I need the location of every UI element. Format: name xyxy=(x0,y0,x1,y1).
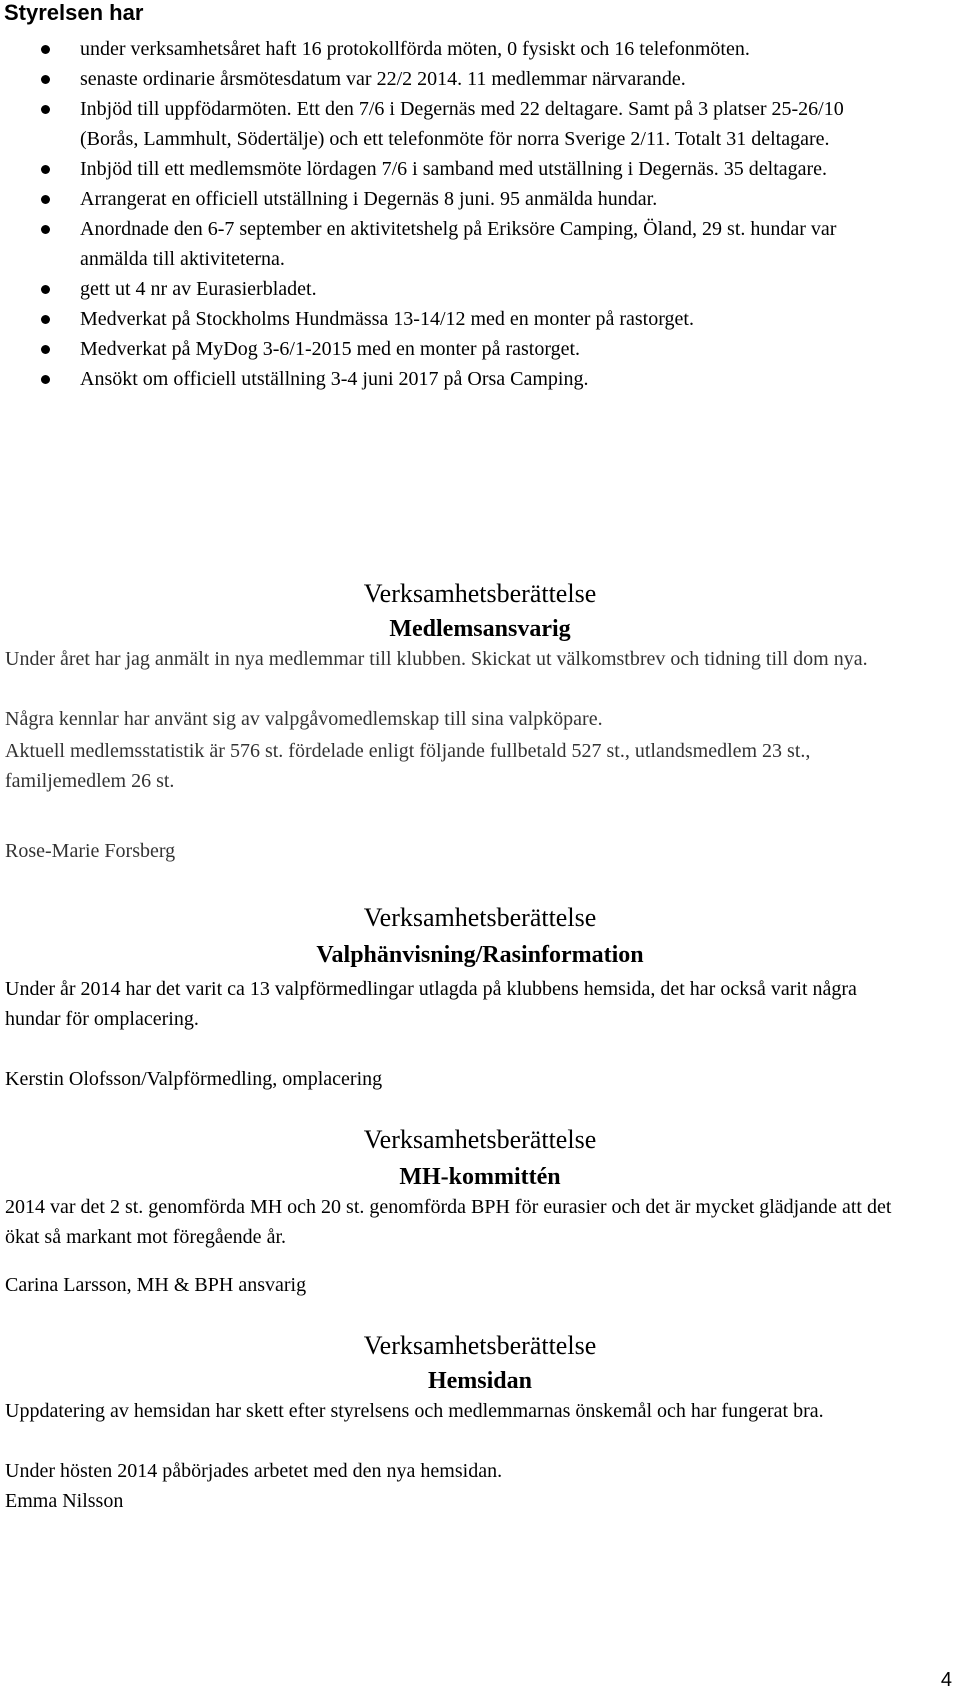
web-section-subtitle: Hemsidan xyxy=(427,1368,532,1394)
list-item: Anordnade den 6-7 september en aktivitetshelg på Eriksöre Camping, Öland, 29 st. hundar var anmälda till aktiviteterna. xyxy=(0,214,900,274)
list-item: Ansökt om officiell utställning 3-4 juni 2017 på Orsa Camping. xyxy=(0,364,900,394)
list-item: Medverkat på MyDog 3-6/1-2015 med en monter på rastorget. xyxy=(0,334,900,364)
members-section-title: Verksamhetsberättelse xyxy=(363,579,597,608)
page-number: 4 xyxy=(940,1669,952,1691)
web-paragraph-2: Under hösten 2014 påbörjades arbetet med den nya hemsidan. xyxy=(5,1460,503,1482)
board-heading: Styrelsen har xyxy=(4,0,144,25)
members-paragraph-3: Aktuell medlemsstatistik är 576 st. fördelade enligt följande fullbetald 527 st., utlandsmedlem 23 st., familjemedlem 26 st. xyxy=(5,740,811,792)
mh-paragraph: 2014 var det 2 st. genomförda MH och 20 st. genomförda BPH för eurasier och det är mycket glädjande att det ökat så markant mot föregående år. xyxy=(5,1196,892,1248)
list-item: gett ut 4 nr av Eurasierbladet. xyxy=(0,274,900,304)
puppy-paragraph: Under år 2014 har det varit ca 13 valpförmedlingar utlagda på klubbens hemsida, det har också varit några hundar för omplacering. xyxy=(5,978,857,1030)
mh-section-subtitle: MH-kommittén xyxy=(399,1164,561,1190)
mh-section-title: Verksamhetsberättelse xyxy=(363,1125,597,1154)
list-item: under verksamhetsåret haft 16 protokollförda möten, 0 fysiskt och 16 telefonmöten. xyxy=(0,34,900,64)
web-section-title: Verksamhetsberättelse xyxy=(363,1331,597,1360)
list-item: Inbjöd till uppfödarmöten. Ett den 7/6 i Degernäs med 22 deltagare. Samt på 3 platser 25-26/10 (Borås, Lammhult, Södertälje) och ett telefonmöte för norra Sverige 2/11. Totalt 31 deltagare. xyxy=(0,94,900,154)
list-item: Arrangerat en officiell utställning i Degernäs 8 juni. 95 anmälda hundar. xyxy=(0,184,900,214)
board-activity-list xyxy=(0,34,900,394)
puppy-signature: Kerstin Olofsson/Valpförmedling, omplacering xyxy=(5,1068,383,1090)
members-paragraph-2: Några kennlar har använt sig av valpgåvomedlemskap till sina valpköpare. xyxy=(5,708,603,730)
mh-signature: Carina Larsson, MH & BPH ansvarig xyxy=(5,1274,307,1296)
list-item: Inbjöd till ett medlemsmöte lördagen 7/6 i samband med utställning i Degernäs. 35 deltagare. xyxy=(0,154,900,184)
list-item: Medverkat på Stockholms Hundmässa 13-14/12 med en monter på rastorget. xyxy=(0,304,900,334)
web-signature: Emma Nilsson xyxy=(5,1490,124,1512)
list-item: senaste ordinarie årsmötesdatum var 22/2 2014. 11 medlemmar närvarande. xyxy=(0,64,900,94)
web-paragraph-1: Uppdatering av hemsidan har skett efter styrelsens och medlemmarnas önskemål och har fungerat bra. xyxy=(5,1400,824,1422)
puppy-section-subtitle: Valphänvisning/Rasinformation xyxy=(316,942,644,968)
members-paragraph-1: Under året har jag anmält in nya medlemmar till klubben. Skickat ut välkomstbrev och tidning till dom nya. xyxy=(5,648,868,670)
members-signature: Rose-Marie Forsberg xyxy=(5,840,176,862)
members-section-subtitle: Medlemsansvarig xyxy=(389,616,571,642)
puppy-section-title: Verksamhetsberättelse xyxy=(363,903,597,932)
